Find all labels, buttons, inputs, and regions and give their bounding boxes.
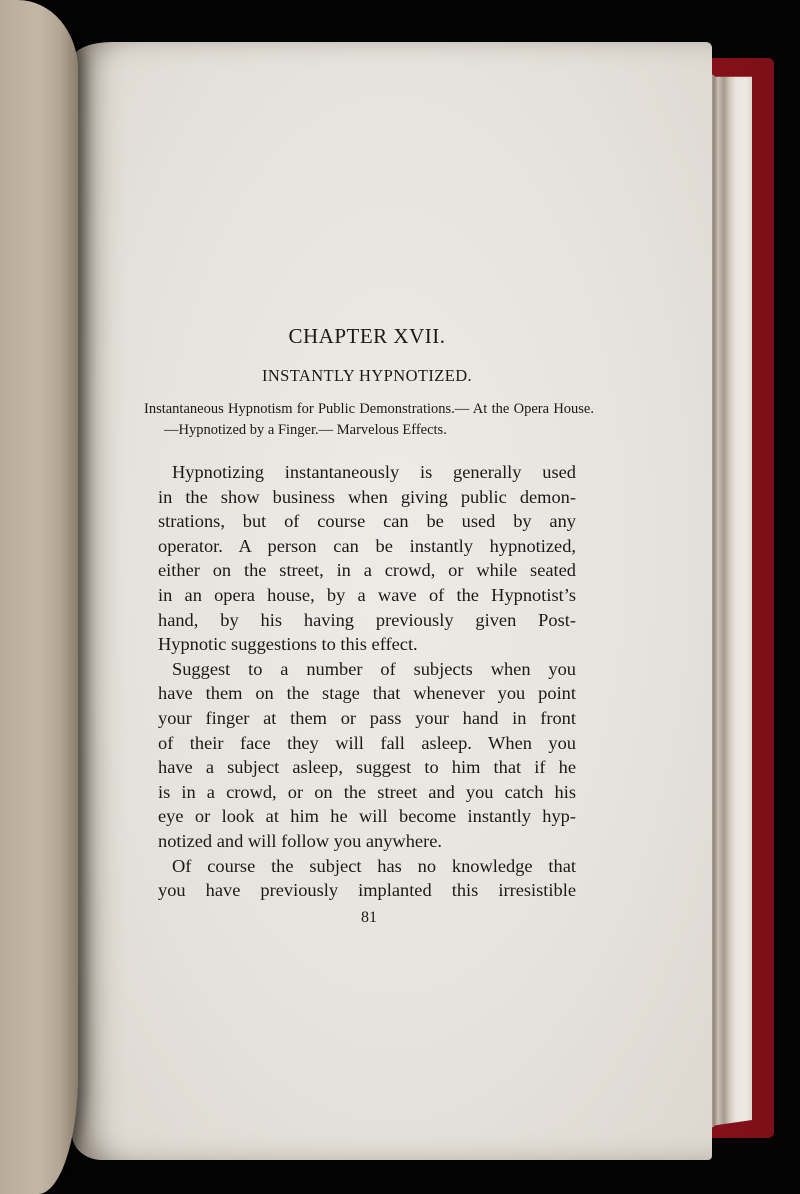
chapter-synopsis: Instantaneous Hypnotism for Public Demonstrations.— At the Opera House.—Hypnotized by a Finger.— Marvelous Effects. (144, 401, 594, 438)
text-line: of their face they will fall asleep. When you (158, 732, 576, 753)
text-line: in an opera house, by a wave of the Hypnotist’s (158, 584, 576, 605)
text-line: Suggest to a number of subjects when you (172, 658, 576, 679)
text-line: your finger at them or pass your hand in front (158, 707, 576, 728)
text-line: strations, but of course can be used by any (158, 511, 576, 532)
text-line: have a subject asleep, suggest to him that if he (158, 757, 576, 778)
text-line: you have previously implanted this irresistible (158, 880, 576, 901)
text-line: notized and will follow you anywhere. (158, 830, 442, 851)
text-line: is in a crowd, or on the street and you catch his (158, 781, 576, 802)
text-line: eye or look at him he will become instantly hyp- (158, 806, 576, 827)
text-line: hand, by his having previously given Post- (158, 609, 576, 630)
text-line: either on the street, in a crowd, or while seated (158, 560, 576, 581)
body-text (158, 460, 576, 903)
page-text (144, 320, 594, 927)
section-title: INSTANTLY HYPNOTIZED. (261, 366, 473, 385)
text-line: operator. A person can be instantly hypnotized, (158, 535, 576, 556)
text-line: Of course the subject has no knowledge that (172, 855, 576, 876)
chapter-title: CHAPTER XVII. (288, 324, 446, 348)
page-number: 81 (361, 908, 377, 926)
text-line: Hypnotizing instantaneously is generally used (172, 462, 576, 482)
text-line: Hypnotic suggestions to this effect. (158, 634, 418, 655)
paragraph (158, 854, 576, 903)
paragraph (158, 460, 576, 657)
text-line: have them on the stage that whenever you point (158, 683, 576, 704)
text-line: in the show business when giving public demon- (158, 486, 576, 507)
left-page-curl (0, 0, 78, 1194)
paragraph (158, 657, 576, 854)
